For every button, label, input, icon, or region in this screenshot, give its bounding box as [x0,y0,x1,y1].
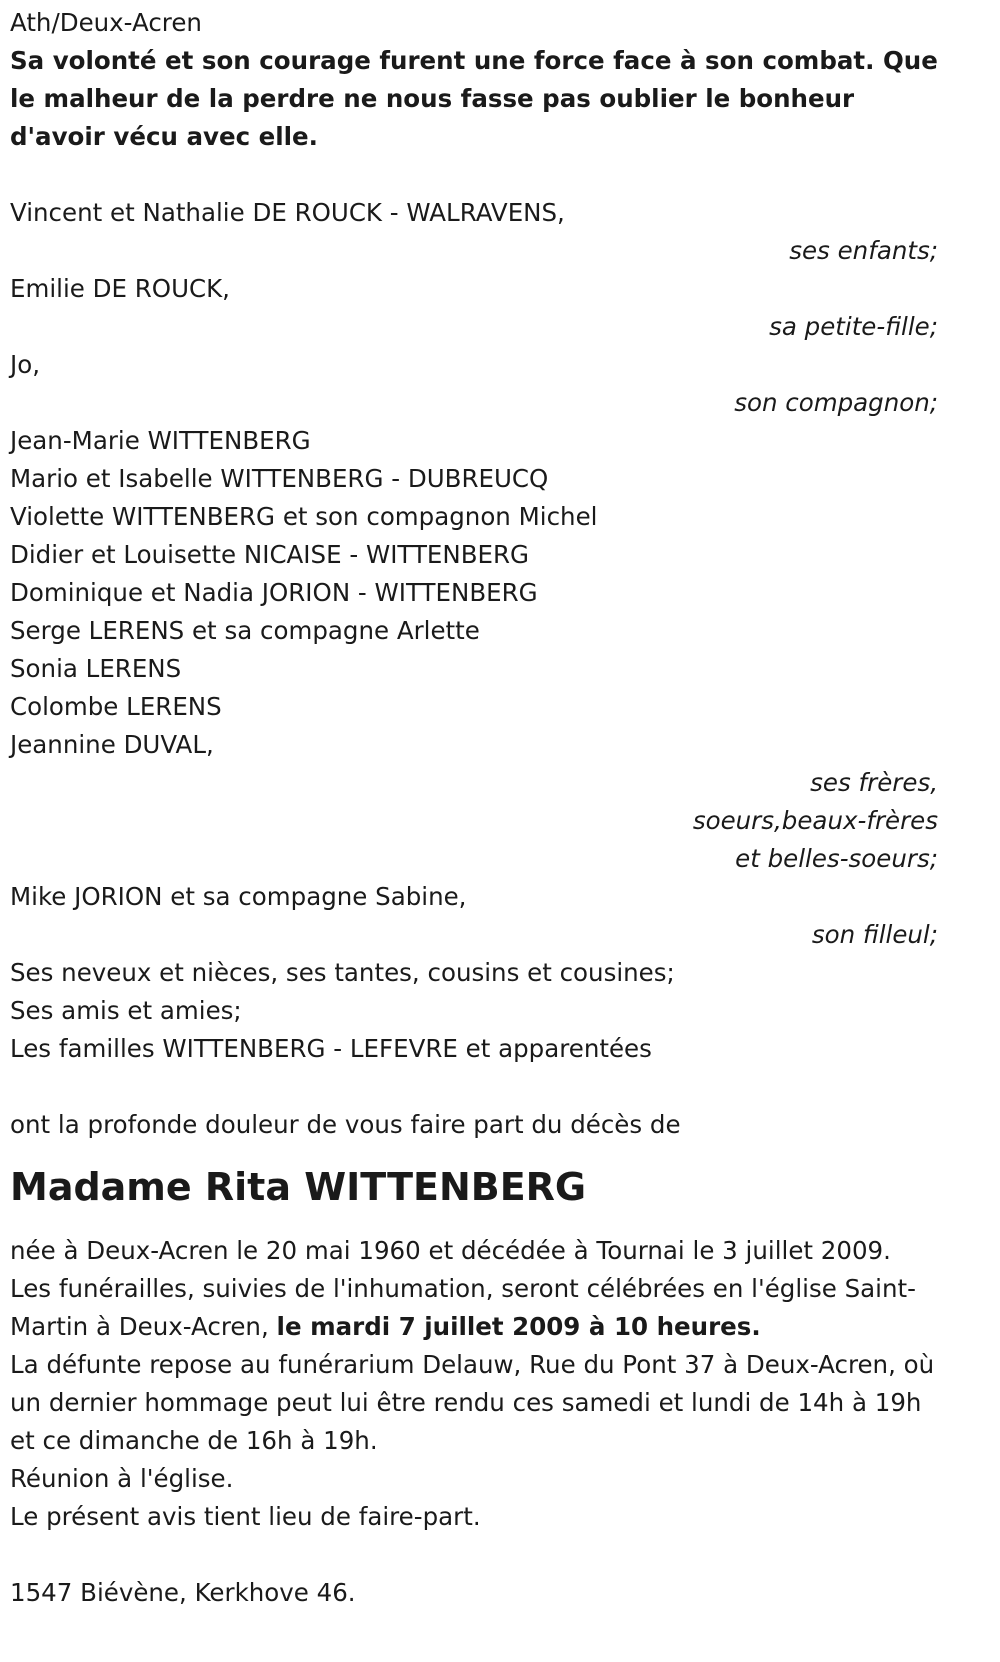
relation-label: soeurs,beaux-frères [692,806,938,835]
family-name-line: Jeannine DUVAL, [10,730,214,759]
family-name-line: Violette WITTENBERG et son compagnon Michel [10,502,598,531]
relation-label: son filleul; [811,920,938,949]
family-name-line: Mario et Isabelle WITTENBERG - DUBREUCQ [10,464,549,493]
funeral-text [10,1270,938,1346]
family-group-granddaughter [10,270,938,346]
rest-place-text: La défunte repose au funérarium Delauw, Rue du Pont 37 à Deux-Acren, où un dernier hommage peut lui être rendu ces samedi et lundi de 14h à 19h et ce dimanche de 16h à 19h. [10,1350,935,1455]
funeral-date: le mardi 7 juillet 2009 à 10 heures. [276,1312,761,1341]
announcement-text: ont la profonde douleur de vous faire part du décès de [10,1110,681,1139]
family-name-line: Jo, [10,350,41,379]
family-group-companion [10,346,938,422]
location-heading: Ath/Deux-Acren [10,8,202,37]
spacer [10,1068,938,1106]
others-line: Les familles WITTENBERG - LEFEVRE et apparentées [10,1034,652,1063]
family-name-line: Didier et Louisette NICAISE - WITTENBERG [10,540,530,569]
others-line: Ses neveux et nièces, ses tantes, cousins et cousines; [10,958,675,987]
family-name-line: Jean-Marie WITTENBERG [10,426,311,455]
others-line: Ses amis et amies; [10,996,242,1025]
family-group-siblings [10,422,938,878]
family-name-line: Mike JORION et sa compagne Sabine, [10,882,467,911]
funeral-place-text: Les funérailles, suivies de l'inhumation, seront célébrées en l'église Saint-Martin à Deux-Acren, [10,1274,916,1341]
others-list [10,954,938,1068]
family-name-line: Serge LERENS et sa compagne Arlette [10,616,480,645]
address-text: 1547 Biévène, Kerkhove 46. [10,1578,356,1607]
spacer [10,156,938,194]
spacer [10,1536,938,1574]
relation-label: et belles-soeurs; [735,844,938,873]
notice-text: Le présent avis tient lieu de faire-part. [10,1502,481,1531]
funeral-details [10,1232,938,1536]
relation-label: ses frères, [810,768,938,797]
motto-text: Sa volonté et son courage furent une force face à son combat. Que le malheur de la perdre ne nous fasse pas oublier le bonheur d'avoir vécu avec elle. [10,46,938,151]
relation-label: son compagnon; [734,388,938,417]
relation-label: sa petite-fille; [769,312,938,341]
birth-death-text: née à Deux-Acren le 20 mai 1960 et décédée à Tournai le 3 juillet 2009. [10,1236,891,1265]
meeting-text: Réunion à l'église. [10,1464,234,1493]
family-group-children [10,194,938,270]
family-name-line: Vincent et Nathalie DE ROUCK - WALRAVENS, [10,198,565,227]
family-group-godson [10,878,938,954]
family-name-line: Emilie DE ROUCK, [10,274,230,303]
death-notice [10,4,938,1612]
relation-label: ses enfants; [789,236,938,265]
family-name-line: Sonia LERENS [10,654,182,683]
family-name-line: Dominique et Nadia JORION - WITTENBERG [10,578,538,607]
family-name-line: Colombe LERENS [10,692,222,721]
deceased-name: Madame Rita WITTENBERG [10,1165,587,1209]
